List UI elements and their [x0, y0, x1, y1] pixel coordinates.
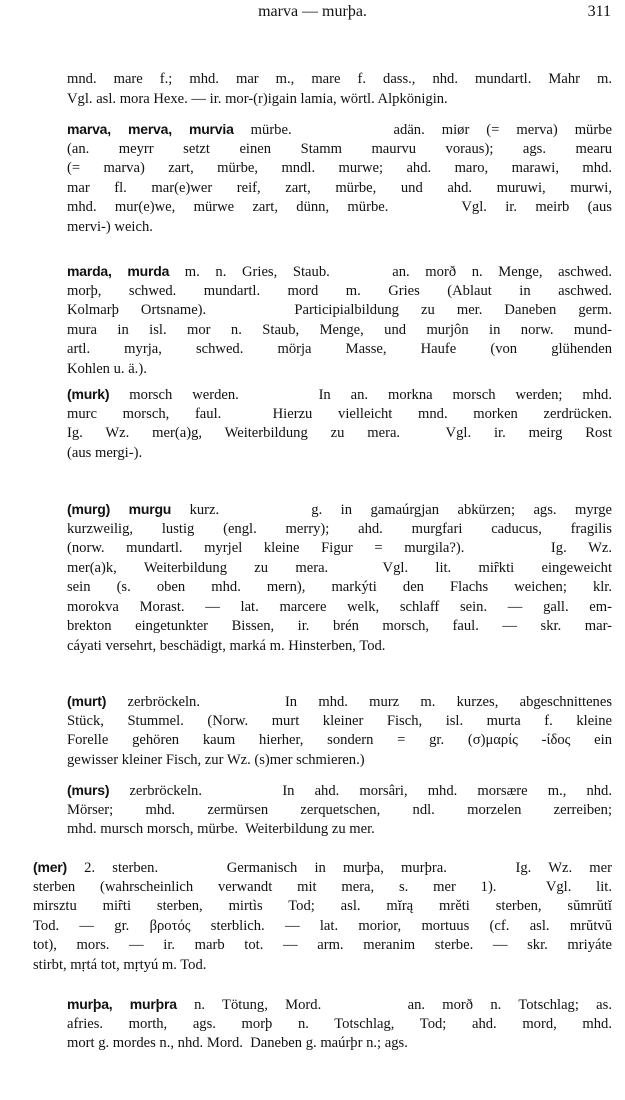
- text-line: [67, 159, 612, 179]
- dictionary-entry: [67, 70, 612, 109]
- text-line: [67, 692, 612, 712]
- text-line: [67, 218, 612, 238]
- line-text: morþ, schwed. mundartl. mord m. Gries (Ablaut in aschwed.: [67, 282, 612, 299]
- text-line: [67, 444, 612, 464]
- text-line: [33, 956, 612, 976]
- text-line: [67, 301, 612, 321]
- line-text: zerbröckeln. In mhd. murz m. kurzes, abgeschnittenes: [106, 694, 612, 710]
- text-line: [67, 801, 612, 821]
- line-text: brekton eingetunkter Bissen, ir. brén morsch, faul. — skr. mar-: [67, 618, 612, 634]
- text-line: [33, 936, 612, 956]
- line-text: Kohlen u. ä.).: [67, 360, 147, 377]
- entry-headword: (murt): [67, 693, 107, 709]
- line-text: kurzweilig, lustig (engl. merry); ahd. murgfari caducus, fragilis: [67, 520, 612, 537]
- page-number: 311: [587, 3, 611, 20]
- line-text: mhd. mursch morsch, mürbe. Weiterbildung zu mer.: [67, 821, 375, 837]
- text-line: [67, 637, 612, 657]
- line-text: m. n. Gries, Staub. an. morð n. Menge, aschwed.: [169, 264, 612, 280]
- text-line: [67, 712, 612, 732]
- line-text: morokva Morast. — lat. marcere welk, schlaff sein. — gall. em-: [67, 598, 612, 615]
- line-text: Mörser; mhd. zermürsen zerquetschen, ndl. morzelen zerreiben;: [67, 801, 612, 818]
- line-text: sterben (wahrscheinlich verwandt mit mera, s. mer 1). Vgl. lit.: [33, 878, 612, 895]
- line-text: mervi-) weich.: [67, 218, 153, 235]
- line-text: Tod. — gr. βροτός sterblich. — lat. morior, mortuus (cf. asl. mrŭtvŭ: [33, 917, 612, 934]
- text-line: [67, 385, 612, 405]
- text-line: [67, 598, 612, 618]
- text-line: [67, 340, 612, 360]
- line-text: stirbt, mṛtá tot, mṛtyú m. Tod.: [33, 956, 207, 973]
- text-line: [67, 539, 612, 559]
- running-head-title: marva — murþa.: [258, 3, 367, 20]
- line-text: (norw. mundartl. myrjel kleine Figur = murgila?). Ig. Wz.: [67, 540, 612, 556]
- text-line: [67, 424, 612, 444]
- text-line: [67, 1034, 612, 1054]
- text-line: [67, 90, 612, 110]
- dictionary-entry: [67, 995, 612, 1054]
- line-text: n. Tötung, Mord. an. morð n. Totschlag; as.: [176, 997, 612, 1013]
- text-line: [67, 360, 612, 380]
- line-text: (= marva) zart, mürbe, mndl. murwe; ahd. maro, marawi, mhd.: [67, 160, 612, 176]
- line-text: mhd. mur(e)we, mürwe zart, dünn, mürbe. Vgl. ir. meirb (aus: [67, 199, 612, 215]
- entry-headword: (mer): [33, 859, 68, 875]
- text-line: [67, 405, 612, 425]
- text-line: [67, 995, 612, 1015]
- line-text: Stück, Stummel. (Norw. murt kleiner Fisch, isl. murta f. kleine: [67, 712, 612, 729]
- line-text: mar fl. mar(e)wer reif, zart, mürbe, und ahd. muruwi, murwi,: [67, 179, 612, 196]
- line-text: mer(a)k, Weiterbildung zu mera. Vgl. lit. miȓkti eingeweicht: [67, 559, 612, 576]
- line-text: afries. morth, ags. morþ n. Totschlag, Tod; ahd. mord, mhd.: [67, 1015, 612, 1032]
- line-text: (aus mergi-).: [67, 444, 143, 461]
- line-text: Forelle gehören kaum hierher, sondern = gr. (σ)μαρίς -ίδος ein: [67, 732, 612, 748]
- text-line: [67, 1015, 612, 1035]
- text-line: [67, 781, 612, 801]
- text-line: [67, 617, 612, 637]
- text-line: [67, 140, 612, 160]
- line-text: sein (s. oben mhd. mern), markýti den Flachs weichen; klr.: [67, 579, 612, 595]
- dictionary-entry: [33, 858, 612, 975]
- text-line: [33, 858, 612, 878]
- text-line: [67, 262, 612, 282]
- line-text: Vgl. asl. mora Hexe. — ir. mor-(r)igain lamia, wörtl. Alpkönigin.: [67, 90, 448, 107]
- line-text: zerbröckeln. In ahd. morsâri, mhd. morsære m., nhd.: [109, 783, 612, 799]
- text-line: [67, 179, 612, 199]
- text-line: [33, 878, 612, 898]
- dictionary-entry: [67, 500, 612, 656]
- dictionary-entry: [67, 262, 612, 379]
- line-text: kurz. g. in gamaúrgjan abkürzen; ags. myrge: [171, 502, 612, 518]
- line-text: 2. sterben. Germanisch in murþa, murþra. Ig. Wz. mer: [67, 860, 612, 876]
- line-text: mura in isl. mor n. Staub, Menge, und murjôn in norw. mund-: [67, 321, 612, 338]
- dictionary-entry: [67, 120, 612, 237]
- dictionary-entry: [67, 781, 612, 840]
- text-line: [67, 520, 612, 540]
- line-text: cáyati versehrt, beschädigt, marká m. Hinsterben, Tod.: [67, 637, 386, 654]
- text-line: [33, 897, 612, 917]
- line-text: tot), mors. — ir. marb tot. — arm. meranim sterbe. — skr. mriyáte: [33, 937, 612, 953]
- entry-headword: murþa, murþra: [67, 996, 177, 1012]
- entry-headword: (murs): [67, 782, 110, 798]
- text-line: [67, 500, 612, 520]
- text-line: [67, 321, 612, 341]
- text-line: [67, 559, 612, 579]
- line-text: Kolmarþ Ortsname). Participialbildung zu mer. Daneben germ.: [67, 302, 612, 318]
- line-text: morsch werden. In an. morkna morsch werden; mhd.: [109, 387, 612, 403]
- line-text: mort g. mordes n., nhd. Mord. Daneben g. maúrþr n.; ags.: [67, 1035, 408, 1051]
- text-line: [33, 917, 612, 937]
- line-text: mirsztu miȓti sterben, mirtìs Tod; asl. mĭrą mrěti sterben, sŭmrŭtĭ: [33, 898, 612, 914]
- dictionary-entry: [67, 385, 612, 463]
- entry-headword: marda, murda: [67, 263, 170, 279]
- text-line: [67, 751, 612, 771]
- line-text: murc morsch, faul. Hierzu vielleicht mnd. morken zerdrücken.: [67, 405, 612, 422]
- line-text: artl. myrja, schwed. mörja Masse, Haufe (von glühenden: [67, 341, 612, 357]
- text-line: [67, 120, 612, 140]
- text-line: [67, 578, 612, 598]
- text-line: [67, 282, 612, 302]
- line-text: Ig. Wz. mer(a)g, Weiterbildung zu mera. Vgl. ir. meirg Rost: [67, 425, 612, 441]
- line-text: gewisser kleiner Fisch, zur Wz. (s)mer schmieren.): [67, 751, 365, 768]
- entry-headword: marva, merva, murvia: [67, 121, 234, 137]
- text-line: [67, 70, 612, 90]
- entry-headword: (murk): [67, 386, 110, 402]
- text-line: [67, 820, 612, 840]
- line-text: mnd. mare f.; mhd. mar m., mare f. dass., nhd. mundartl. Mahr m.: [67, 71, 612, 87]
- entry-headword: (murg) murgu: [67, 501, 172, 517]
- line-text: mürbe. adän. miør (= merva) mürbe: [233, 122, 612, 138]
- text-line: [67, 198, 612, 218]
- dictionary-entry: [67, 692, 612, 770]
- line-text: (an. meyrr setzt einen Stamm maurvu voraus); ags. mearu: [67, 140, 612, 157]
- text-line: [67, 731, 612, 751]
